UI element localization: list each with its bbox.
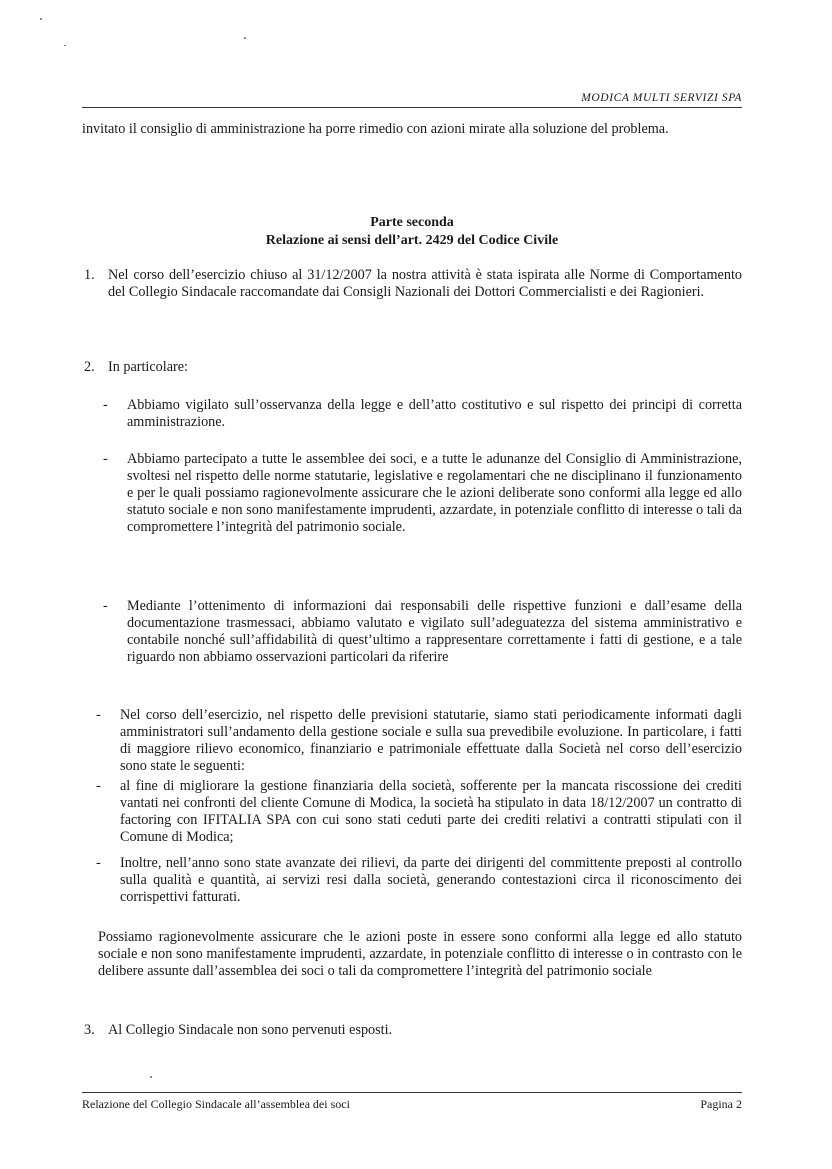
bullet-text: Inoltre, nell’anno sono state avanzate dei rilievi, da parte dei dirigenti del committente preposti al controllo sulla qualità e quantità, ai servizi resi dalla società, generando contestazioni circa il riconoscimento dei corrispettivi fatturati. xyxy=(120,855,742,905)
bullet-item xyxy=(103,397,742,431)
scan-speck xyxy=(40,18,42,20)
page-header xyxy=(82,92,742,108)
bullet-dash: - xyxy=(103,598,108,614)
numbered-item-3 xyxy=(84,1022,742,1039)
bullet-dash: - xyxy=(96,855,101,871)
bullet-dash: - xyxy=(96,778,101,794)
bullet-text: Abbiamo vigilato sull’osservanza della legge e dell’atto costitutivo e sul rispetto dei principi di corretta amministrazione. xyxy=(127,397,742,430)
bullet-text: Nel corso dell’esercizio, nel rispetto delle previsioni statutarie, siamo stati periodicamente informati dagli amministratori sull’andamento della gestione sociale e sulla sua prevedibile evoluzione. In particolare, i fatti di maggiore rilievo economico, finanziario e patrimoniale effettuate dalla Società nel corso dell’esercizio sono state le seguenti: xyxy=(120,707,742,774)
item-number: 3. xyxy=(84,1022,95,1038)
company-name: MODICA MULTI SERVIZI SPA xyxy=(581,92,742,104)
item-number: 2. xyxy=(84,359,95,375)
closing-paragraph: Possiamo ragionevolmente assicurare che le azioni poste in essere sono conformi alla legge ed allo statuto sociale e non sono manifestamente imprudenti, azzardate, in potenziale conflitto di interesse o in contrasto con le delibere assunte dall’assemblea dei soci o tali da compromettere l’integrità del patrimonio sociale xyxy=(98,929,742,979)
item-text: Al Collegio Sindacale non sono pervenuti esposti. xyxy=(108,1022,393,1038)
bullet-item xyxy=(103,598,742,666)
bullet-text: Abbiamo partecipato a tutte le assemblee dei soci, e a tutte le adunanze del Consiglio di Amministrazione, svoltesi nel rispetto delle norme statutarie, legislative e regolamentari che ne disciplinano il funzionamento e per le quali possiamo ragionevolmente assicurare che le azioni deliberate sono conformi alla legge ed allo statuto sociale e non sono manifestamente imprudenti, azzardate, in potenziale conflitto di interesse o tali da compromettere l’integrità del patrimonio sociale. xyxy=(127,451,742,535)
footer-title: Relazione del Collegio Sindacale all’assemblea dei soci xyxy=(82,1097,350,1111)
section-part-heading: Parte seconda xyxy=(370,215,454,230)
page-number: Pagina 2 xyxy=(700,1097,742,1111)
scan-speck xyxy=(150,1076,152,1078)
scan-speck xyxy=(244,37,246,39)
item-text: Nel corso dell’esercizio chiuso al 31/12/2007 la nostra attività è stata ispirata alle Norme di Comportamento del Collegio Sindacale raccomandate dai Consigli Nazionali dei Dottori Commercialisti e dei Ragionieri. xyxy=(108,267,742,300)
bullet-dash: - xyxy=(96,707,101,723)
item-number: 1. xyxy=(84,267,95,283)
bullet-text: al fine di migliorare la gestione finanziaria della società, sofferente per la mancata riscossione dei crediti vantati nei confronti del cliente Comune di Modica, la società ha stipulato in data 18/12/2007 un contratto di factoring con IFITALIA SPA con cui sono stati ceduti parte dei crediti relativi a contratti stipulati con il Comune di Modica; xyxy=(120,778,742,845)
numbered-item-2 xyxy=(84,359,742,376)
bullet-item xyxy=(96,778,742,846)
bullet-dash: - xyxy=(103,397,108,413)
bullet-item xyxy=(96,855,742,906)
item-text: In particolare: xyxy=(108,359,188,375)
bullet-dash: - xyxy=(103,451,108,467)
intro-paragraph: invitato il consiglio di amministrazione ha porre rimedio con azioni mirate alla soluzione del problema. xyxy=(82,121,669,137)
bullet-text: Mediante l’ottenimento di informazioni dai responsabili delle rispettive funzioni e dall’esame della documentazione trasmessaci, abbiamo valutato e vigilato sull’adeguatezza del sistema amministrativo e contabile nonché sull’affidabilità di quest’ultimo a rappresentare correttamente i fatti di gestione, e a tale riguardo non abbiamo osservazioni particolari da riferire xyxy=(127,598,742,665)
page-footer xyxy=(82,1092,742,1112)
scan-speck xyxy=(64,45,66,46)
section-title-heading: Relazione ai sensi dell’art. 2429 del Codice Civile xyxy=(265,233,559,248)
bullet-item xyxy=(103,451,742,536)
numbered-item-1 xyxy=(84,267,742,301)
bullet-item xyxy=(96,707,742,775)
